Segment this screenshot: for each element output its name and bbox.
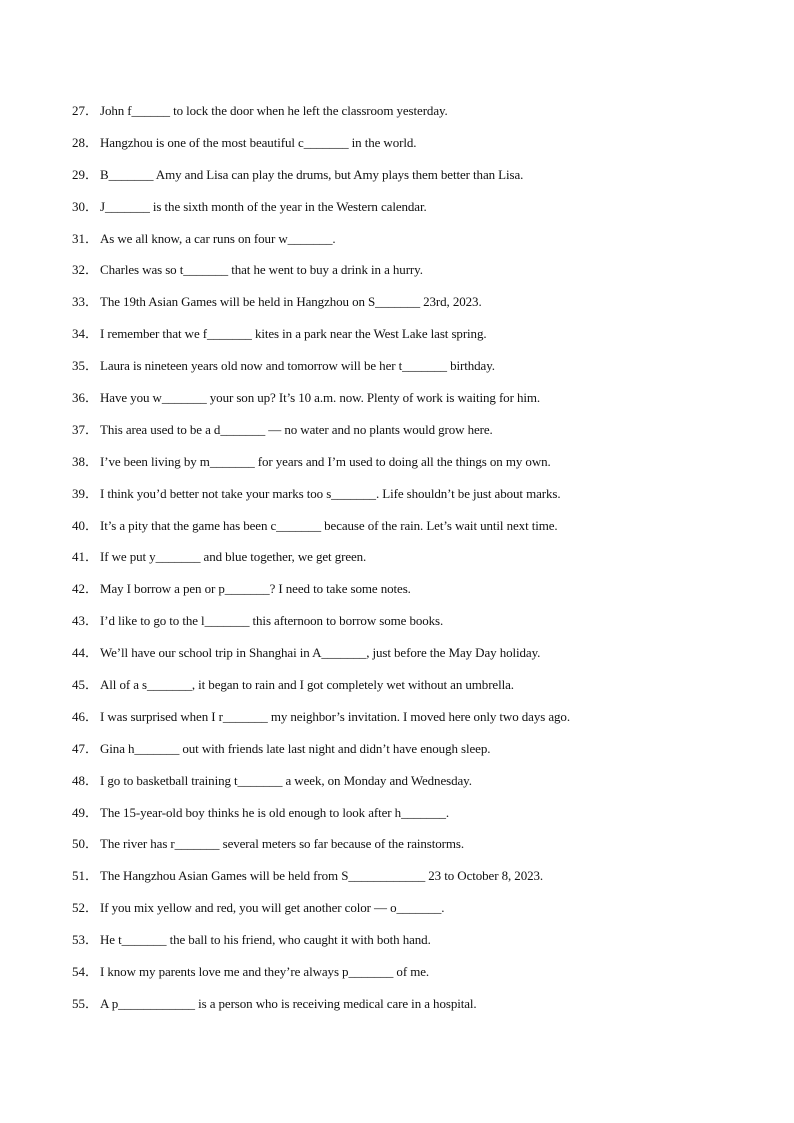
question-item xyxy=(72,610,762,642)
question-text: As we all know, a car runs on four w_______. xyxy=(100,230,336,246)
question-number: 30． xyxy=(72,198,99,214)
question-number: 38． xyxy=(72,453,99,469)
question-list xyxy=(72,100,762,1025)
question-number: 54． xyxy=(72,964,99,980)
question-number: 29． xyxy=(72,166,99,182)
question-number: 36． xyxy=(72,390,99,406)
question-item xyxy=(72,323,762,355)
question-text: Have you w_______ your son up? It’s 10 a.m. now. Plenty of work is waiting for him. xyxy=(100,390,541,406)
question-item xyxy=(72,355,762,387)
question-item xyxy=(72,164,762,196)
question-text: The river has r_______ several meters so far because of the rainstorms. xyxy=(100,836,464,852)
question-number: 50． xyxy=(72,836,99,852)
question-number: 42． xyxy=(72,581,99,597)
question-number: 32． xyxy=(72,262,99,278)
question-text: The 15-year-old boy thinks he is old enough to look after h_______. xyxy=(100,804,450,820)
question-text: If you mix yellow and red, you will get another color — o_______. xyxy=(100,900,445,916)
question-item xyxy=(72,993,762,1025)
question-text: I think you’d better not take your marks too s_______. Life shouldn’t be just about marks. xyxy=(100,485,561,501)
question-number: 53． xyxy=(72,932,99,948)
question-text: I go to basketball training t_______ a week, on Monday and Wednesday. xyxy=(100,772,472,788)
question-number: 27． xyxy=(72,103,99,118)
question-text: If we put y_______ and blue together, we get green. xyxy=(100,549,367,565)
question-item xyxy=(72,228,762,260)
question-text: The Hangzhou Asian Games will be held from S____________ 23 to October 8, 2023. xyxy=(100,868,544,884)
question-number: 52． xyxy=(72,900,99,916)
question-text: It’s a pity that the game has been c_______ because of the rain. Let’s wait until next time. xyxy=(100,517,558,533)
question-number: 48． xyxy=(72,772,99,788)
question-item xyxy=(72,674,762,706)
question-item xyxy=(72,132,762,164)
question-number: 43． xyxy=(72,613,99,629)
question-number: 44． xyxy=(72,645,99,661)
question-number: 45． xyxy=(72,677,99,693)
question-text: I’ve been living by m_______ for years and I’m used to doing all the things on my own. xyxy=(100,453,551,469)
question-item xyxy=(72,929,762,961)
question-item xyxy=(72,865,762,897)
question-number: 39． xyxy=(72,485,99,501)
question-text: Hangzhou is one of the most beautiful c_______ in the world. xyxy=(100,134,417,150)
question-item xyxy=(72,802,762,834)
question-number: 35． xyxy=(72,358,99,374)
question-item xyxy=(72,291,762,323)
question-text: I’d like to go to the l_______ this afternoon to borrow some books. xyxy=(100,613,444,629)
question-text: He t_______ the ball to his friend, who caught it with both hand. xyxy=(100,932,431,948)
question-text: Gina h_______ out with friends late last night and didn’t have enough sleep. xyxy=(100,740,491,756)
question-number: 46． xyxy=(72,708,99,724)
question-number: 40． xyxy=(72,517,99,533)
question-text: May I borrow a pen or p_______? I need to take some notes. xyxy=(100,581,411,597)
question-item xyxy=(72,419,762,451)
question-number: 33． xyxy=(72,294,99,310)
question-item xyxy=(72,451,762,483)
question-number: 55． xyxy=(72,995,99,1011)
question-number: 28． xyxy=(72,134,99,150)
question-item xyxy=(72,642,762,674)
question-text: Laura is nineteen years old now and tomorrow will be her t_______ birthday. xyxy=(100,358,495,374)
question-text: We’ll have our school trip in Shanghai in A_______, just before the May Day holiday. xyxy=(100,645,541,661)
question-item xyxy=(72,100,762,132)
question-number: 37． xyxy=(72,421,99,437)
question-text: All of a s_______, it began to rain and I got completely wet without an umbrella. xyxy=(100,677,514,693)
question-number: 41． xyxy=(72,549,99,565)
question-number: 49． xyxy=(72,804,99,820)
question-item xyxy=(72,196,762,228)
question-item xyxy=(72,738,762,770)
question-item xyxy=(72,961,762,993)
question-item xyxy=(72,387,762,419)
question-text: B_______ Amy and Lisa can play the drums, but Amy plays them better than Lisa. xyxy=(100,166,524,182)
question-text: I was surprised when I r_______ my neighbor’s invitation. I moved here only two days ago. xyxy=(100,708,570,724)
question-number: 34． xyxy=(72,326,99,342)
question-text: I know my parents love me and they’re always p_______ of me. xyxy=(100,964,430,980)
question-text: The 19th Asian Games will be held in Hangzhou on S_______ 23rd, 2023. xyxy=(100,294,482,310)
question-item xyxy=(72,515,762,547)
question-number: 31． xyxy=(72,230,99,246)
question-number: 51． xyxy=(72,868,99,884)
question-text: Charles was so t_______ that he went to buy a drink in a hurry. xyxy=(100,262,423,278)
question-text: J_______ is the sixth month of the year in the Western calendar. xyxy=(100,198,427,214)
question-item xyxy=(72,483,762,515)
question-text: I remember that we f_______ kites in a park near the West Lake last spring. xyxy=(100,326,487,342)
question-item xyxy=(72,706,762,738)
question-text: John f______ to lock the door when he left the classroom yesterday. xyxy=(100,103,448,118)
question-item xyxy=(72,259,762,291)
question-text: This area used to be a d_______ — no water and no plants would grow here. xyxy=(100,421,493,437)
question-item xyxy=(72,833,762,865)
question-number: 47． xyxy=(72,740,99,756)
question-item xyxy=(72,897,762,929)
question-text: A p____________ is a person who is receiving medical care in a hospital. xyxy=(100,995,477,1011)
question-item xyxy=(72,546,762,578)
question-item xyxy=(72,770,762,802)
question-item xyxy=(72,578,762,610)
